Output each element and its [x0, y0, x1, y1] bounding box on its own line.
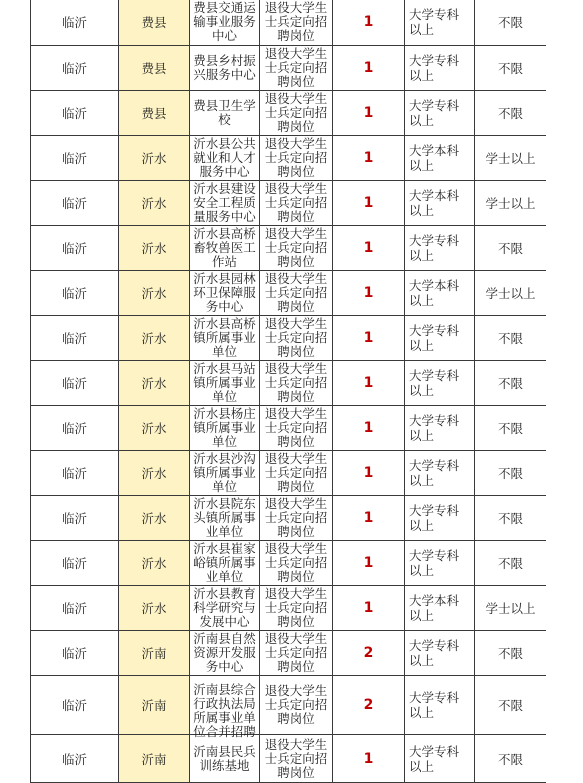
- education-cell-text: 大学本科以上: [409, 593, 460, 623]
- degree-cell-text: 学士以上: [485, 286, 536, 301]
- degree-cell: [475, 496, 547, 541]
- position-type-cell: [260, 181, 333, 226]
- headcount-cell-text: 1: [363, 555, 374, 571]
- headcount-cell: [333, 181, 405, 226]
- degree-cell-text: 不限: [497, 15, 523, 30]
- county-cell: [119, 631, 190, 676]
- county-cell: [119, 316, 190, 361]
- headcount-cell-text: 1: [363, 420, 374, 436]
- position-type-cell: [260, 676, 333, 735]
- position-type-cell-text: 退役大学生士兵定向招聘岗位: [264, 136, 328, 179]
- headcount-cell: [333, 631, 405, 676]
- county-cell-text: 沂水: [141, 556, 167, 571]
- unit-cell-text: 沂水县园林环卫保障服务中心: [193, 271, 256, 314]
- position-type-cell-text: 退役大学生士兵定向招聘岗位: [264, 406, 328, 449]
- degree-cell-text: 不限: [497, 466, 523, 481]
- table-row: [31, 541, 547, 586]
- headcount-cell-text: 1: [363, 465, 374, 481]
- education-cell: [405, 91, 475, 136]
- position-type-cell-text: 退役大学生士兵定向招聘岗位: [264, 496, 328, 539]
- headcount-cell-text: 1: [363, 105, 374, 121]
- headcount-cell-text: 1: [363, 240, 374, 256]
- position-type-cell: [260, 496, 333, 541]
- education-cell-text: 大学专科以上: [409, 548, 460, 578]
- unit-cell: [190, 181, 260, 226]
- county-cell: [119, 735, 190, 783]
- degree-cell-text: 不限: [497, 421, 523, 436]
- unit-cell-text: 沂南县民兵训练基地: [193, 743, 256, 773]
- position-type-cell: [260, 316, 333, 361]
- position-type-cell-text: 退役大学生士兵定向招聘岗位: [264, 181, 328, 224]
- unit-cell: [190, 541, 260, 586]
- city-cell: [31, 541, 119, 586]
- city-cell: [31, 46, 119, 91]
- unit-cell: [190, 316, 260, 361]
- unit-cell: [190, 586, 260, 631]
- city-cell-text: 临沂: [61, 646, 87, 661]
- city-cell: [31, 136, 119, 181]
- table-row: [31, 586, 547, 631]
- table-row: [31, 181, 547, 226]
- headcount-cell: [333, 136, 405, 181]
- education-cell-text: 大学专科以上: [409, 98, 460, 128]
- unit-cell: [190, 46, 260, 91]
- education-cell: [405, 0, 475, 46]
- county-cell-text: 沂南: [141, 751, 167, 767]
- education-cell: [405, 136, 475, 181]
- degree-cell: [475, 406, 547, 451]
- position-type-cell-text: 退役大学生士兵定向招聘岗位: [264, 451, 328, 494]
- county-cell-text: 沂水: [141, 376, 167, 391]
- city-cell-text: 临沂: [61, 376, 87, 391]
- headcount-cell-text: 1: [363, 375, 374, 391]
- position-type-cell-text: 退役大学生士兵定向招聘岗位: [264, 541, 328, 584]
- headcount-cell-text: 1: [363, 285, 374, 301]
- position-type-cell-text: 退役大学生士兵定向招聘岗位: [264, 736, 328, 780]
- education-cell-text: 大学专科以上: [409, 503, 460, 533]
- table-row: [31, 226, 547, 271]
- degree-cell-text: 学士以上: [485, 151, 536, 166]
- degree-cell: [475, 271, 547, 316]
- city-cell-text: 临沂: [61, 61, 87, 76]
- position-type-cell: [260, 451, 333, 496]
- education-cell-text: 大学专科以上: [409, 53, 460, 83]
- degree-cell: [475, 181, 547, 226]
- degree-cell: [475, 541, 547, 586]
- city-cell-text: 临沂: [61, 196, 87, 211]
- city-cell-text: 临沂: [61, 151, 87, 166]
- city-cell-text: 临沂: [61, 241, 87, 256]
- degree-cell: [475, 676, 547, 735]
- degree-cell: [475, 0, 547, 46]
- position-type-cell-text: 退役大学生士兵定向招聘岗位: [264, 91, 328, 134]
- county-cell: [119, 181, 190, 226]
- education-cell-text: 大学专科以上: [409, 413, 460, 443]
- education-cell-text: 大学本科以上: [409, 188, 460, 218]
- unit-cell-text: 沂水县建设安全工程质量服务中心: [193, 181, 256, 224]
- county-cell-text: 沂水: [141, 601, 167, 616]
- position-type-cell-text: 退役大学生士兵定向招聘岗位: [264, 46, 328, 89]
- unit-cell-text: 费县交通运输事业服务中心: [193, 0, 256, 43]
- table-row: [31, 271, 547, 316]
- county-cell: [119, 406, 190, 451]
- unit-cell-text: 沂南县自然资源开发服务中心: [193, 631, 256, 674]
- education-cell: [405, 541, 475, 586]
- city-cell: [31, 631, 119, 676]
- position-type-cell: [260, 0, 333, 46]
- education-cell-text: 大学本科以上: [409, 143, 460, 173]
- city-cell-text: 临沂: [61, 15, 87, 30]
- table-row: [31, 631, 547, 676]
- degree-cell-text: 不限: [497, 376, 523, 391]
- position-type-cell: [260, 406, 333, 451]
- degree-cell: [475, 361, 547, 406]
- table-row: [31, 676, 547, 735]
- education-cell: [405, 676, 475, 735]
- degree-cell: [475, 735, 547, 783]
- city-cell-text: 临沂: [61, 511, 87, 526]
- education-cell-text: 大学专科以上: [409, 638, 460, 668]
- position-type-cell-text: 退役大学生士兵定向招聘岗位: [264, 0, 328, 43]
- city-cell: [31, 0, 119, 46]
- city-cell: [31, 91, 119, 136]
- unit-cell-text: 沂水县马站镇所属事业单位: [193, 361, 256, 404]
- county-cell: [119, 361, 190, 406]
- county-cell: [119, 496, 190, 541]
- city-cell: [31, 735, 119, 783]
- county-cell-text: 沂水: [141, 331, 167, 346]
- degree-cell: [475, 46, 547, 91]
- degree-cell-text: 不限: [497, 331, 523, 346]
- headcount-cell: [333, 586, 405, 631]
- headcount-cell: [333, 361, 405, 406]
- city-cell-text: 临沂: [61, 286, 87, 301]
- education-cell-text: 大学专科以上: [409, 233, 460, 263]
- degree-cell: [475, 586, 547, 631]
- county-cell: [119, 676, 190, 735]
- table-row: [31, 0, 547, 46]
- county-cell-text: 费县: [141, 106, 167, 121]
- city-cell-text: 临沂: [61, 698, 87, 713]
- city-cell-text: 临沂: [61, 331, 87, 346]
- table-row: [31, 316, 547, 361]
- headcount-cell: [333, 46, 405, 91]
- unit-cell: [190, 91, 260, 136]
- headcount-cell-text: 2: [363, 697, 374, 713]
- city-cell-text: 临沂: [61, 556, 87, 571]
- headcount-cell-text: 1: [363, 600, 374, 616]
- degree-cell-text: 学士以上: [485, 601, 536, 616]
- headcount-cell-text: 1: [363, 150, 374, 166]
- headcount-cell-text: 1: [363, 510, 374, 526]
- degree-cell-text: 学士以上: [485, 196, 536, 211]
- table-body: [31, 0, 547, 783]
- city-cell: [31, 271, 119, 316]
- headcount-cell: [333, 735, 405, 783]
- position-type-cell: [260, 271, 333, 316]
- city-cell: [31, 226, 119, 271]
- education-cell: [405, 181, 475, 226]
- position-type-cell-text: 退役大学生士兵定向招聘岗位: [264, 226, 328, 269]
- education-cell-text: 大学专科以上: [409, 458, 460, 488]
- education-cell-text: 大学专科以上: [409, 690, 460, 720]
- unit-cell-text: 沂水县高桥镇所属事业单位: [193, 316, 256, 359]
- education-cell: [405, 361, 475, 406]
- education-cell-text: 大学专科以上: [409, 743, 460, 774]
- county-cell: [119, 0, 190, 46]
- position-type-cell: [260, 586, 333, 631]
- table-row: [31, 451, 547, 496]
- education-cell-text: 大学专科以上: [409, 368, 460, 398]
- unit-cell: [190, 631, 260, 676]
- unit-cell: [190, 136, 260, 181]
- degree-cell: [475, 631, 547, 676]
- city-cell-text: 临沂: [61, 421, 87, 436]
- county-cell: [119, 271, 190, 316]
- county-cell: [119, 91, 190, 136]
- city-cell: [31, 676, 119, 735]
- county-cell: [119, 226, 190, 271]
- city-cell: [31, 406, 119, 451]
- unit-cell-text: 沂水县教育科学研究与发展中心: [193, 586, 256, 629]
- recruitment-table: [30, 0, 546, 783]
- city-cell: [31, 181, 119, 226]
- education-cell: [405, 735, 475, 783]
- county-cell-text: 沂水: [141, 286, 167, 301]
- unit-cell-text: 沂水县杨庄镇所属事业单位: [193, 406, 256, 449]
- table-row: [31, 91, 547, 136]
- table-row: [31, 46, 547, 91]
- degree-cell-text: 不限: [497, 61, 523, 76]
- position-type-cell: [260, 136, 333, 181]
- county-cell-text: 沂水: [141, 151, 167, 166]
- unit-cell-text: 沂水县高桥畜牧兽医工作站: [193, 226, 256, 269]
- unit-cell: [190, 0, 260, 46]
- degree-cell-text: 不限: [497, 241, 523, 256]
- position-type-cell: [260, 226, 333, 271]
- degree-cell-text: 不限: [497, 698, 523, 713]
- position-type-cell-text: 退役大学生士兵定向招聘岗位: [264, 271, 328, 314]
- city-cell: [31, 316, 119, 361]
- degree-cell-text: 不限: [497, 511, 523, 526]
- county-cell: [119, 541, 190, 586]
- table-row: [31, 496, 547, 541]
- headcount-cell-text: 1: [363, 60, 374, 76]
- city-cell-text: 临沂: [61, 601, 87, 616]
- county-cell-text: 沂南: [141, 646, 167, 661]
- headcount-cell: [333, 676, 405, 735]
- unit-cell: [190, 496, 260, 541]
- table-row: [31, 136, 547, 181]
- city-cell: [31, 361, 119, 406]
- education-cell: [405, 406, 475, 451]
- table-row: [31, 406, 547, 451]
- education-cell: [405, 631, 475, 676]
- county-cell-text: 沂水: [141, 466, 167, 481]
- county-cell: [119, 46, 190, 91]
- unit-cell-text: 沂水县院东头镇所属事业单位: [193, 496, 256, 539]
- position-type-cell: [260, 735, 333, 783]
- county-cell: [119, 586, 190, 631]
- headcount-cell: [333, 451, 405, 496]
- degree-cell: [475, 226, 547, 271]
- position-type-cell: [260, 631, 333, 676]
- unit-cell: [190, 271, 260, 316]
- education-cell: [405, 451, 475, 496]
- position-type-cell: [260, 46, 333, 91]
- unit-cell-text: 费县卫生学校: [193, 98, 256, 127]
- unit-cell: [190, 226, 260, 271]
- position-type-cell-text: 退役大学生士兵定向招聘岗位: [264, 631, 328, 674]
- education-cell-text: 大学专科以上: [409, 7, 460, 37]
- unit-cell: [190, 735, 260, 783]
- unit-cell-text: 沂水县公共就业和人才服务中心: [193, 136, 256, 179]
- headcount-cell: [333, 271, 405, 316]
- position-type-cell: [260, 361, 333, 406]
- headcount-cell-text: 1: [363, 330, 374, 346]
- headcount-cell: [333, 496, 405, 541]
- degree-cell: [475, 136, 547, 181]
- unit-cell: [190, 451, 260, 496]
- education-cell-text: 大学本科以上: [409, 278, 460, 308]
- headcount-cell-text: 1: [363, 195, 374, 211]
- unit-cell: [190, 406, 260, 451]
- education-cell: [405, 46, 475, 91]
- position-type-cell-text: 退役大学生士兵定向招聘岗位: [264, 361, 328, 404]
- degree-cell: [475, 316, 547, 361]
- unit-cell: [190, 361, 260, 406]
- table-row: [31, 361, 547, 406]
- position-type-cell-text: 退役大学生士兵定向招聘岗位: [264, 586, 328, 629]
- county-cell-text: 费县: [141, 15, 167, 30]
- education-cell: [405, 586, 475, 631]
- unit-cell-text: 沂水县沙沟镇所属事业单位: [193, 451, 256, 494]
- headcount-cell-text: 1: [363, 14, 374, 30]
- headcount-cell-text: 1: [363, 750, 374, 767]
- degree-cell-text: 不限: [497, 751, 523, 767]
- degree-cell-text: 不限: [497, 106, 523, 121]
- city-cell: [31, 451, 119, 496]
- headcount-cell-text: 2: [363, 645, 374, 661]
- education-cell-text: 大学专科以上: [409, 323, 460, 353]
- city-cell: [31, 496, 119, 541]
- education-cell: [405, 316, 475, 361]
- degree-cell-text: 不限: [497, 556, 523, 571]
- position-type-cell: [260, 541, 333, 586]
- county-cell-text: 沂水: [141, 196, 167, 211]
- headcount-cell: [333, 226, 405, 271]
- education-cell: [405, 226, 475, 271]
- degree-cell-text: 不限: [497, 646, 523, 661]
- table-row: [31, 735, 547, 783]
- unit-cell-text: 沂南县综合行政执法局所属事业单位合并招聘: [193, 682, 256, 739]
- city-cell: [31, 586, 119, 631]
- education-cell: [405, 496, 475, 541]
- headcount-cell: [333, 0, 405, 46]
- headcount-cell: [333, 541, 405, 586]
- degree-cell: [475, 451, 547, 496]
- position-type-cell-text: 退役大学生士兵定向招聘岗位: [264, 316, 328, 359]
- county-cell: [119, 451, 190, 496]
- city-cell-text: 临沂: [61, 466, 87, 481]
- city-cell-text: 临沂: [61, 751, 87, 767]
- headcount-cell: [333, 406, 405, 451]
- position-type-cell-text: 退役大学生士兵定向招聘岗位: [264, 683, 328, 726]
- headcount-cell: [333, 316, 405, 361]
- unit-cell-text: 费县乡村振兴服务中心: [193, 53, 256, 82]
- city-cell-text: 临沂: [61, 106, 87, 121]
- unit-cell: [190, 676, 260, 739]
- headcount-cell: [333, 91, 405, 136]
- county-cell-text: 沂南: [141, 698, 167, 713]
- unit-cell-text: 沂水县崔家峪镇所属事业单位: [193, 541, 256, 584]
- education-cell: [405, 271, 475, 316]
- degree-cell: [475, 91, 547, 136]
- county-cell-text: 沂水: [141, 511, 167, 526]
- county-cell: [119, 136, 190, 181]
- county-cell-text: 沂水: [141, 421, 167, 436]
- position-type-cell: [260, 91, 333, 136]
- county-cell-text: 费县: [141, 61, 167, 76]
- county-cell-text: 沂水: [141, 241, 167, 256]
